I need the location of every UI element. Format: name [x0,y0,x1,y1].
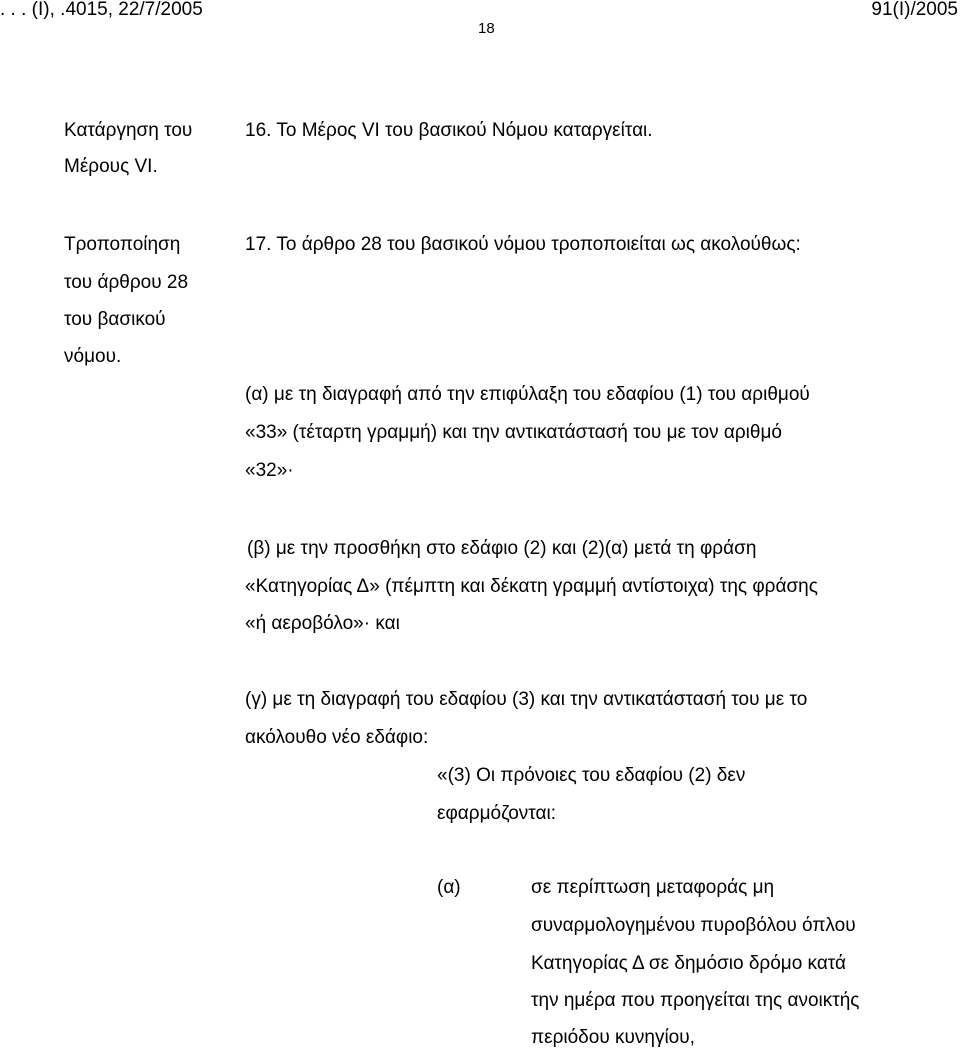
sub-item-label: (α) [437,877,461,898]
page-number: 18 [478,20,495,37]
paragraph-line: ακόλουθο νέο εδάφιο: [245,727,429,748]
margin-note-line: του άρθρου 28 [64,272,189,293]
sub-item-line: την ημέρα που προηγείται της ανοικτής [531,990,860,1011]
paragraph-line: «ή αεροβόλο»· και [245,613,400,634]
margin-note-line: Μέρους VI. [64,156,158,177]
paragraph-line: (α) με τη διαγραφή από την επιφύλαξη του εδαφίου (1) του αριθμού [245,384,810,405]
paragraph-line: «Κατηγορίας Δ» (πέμπτη και δέκατη γραμμή αντίστοιχα) της φράσης [245,576,818,597]
sub-item-line: Κατηγορίας Δ σε δημόσιο δρόμο κατά [531,953,847,974]
header-right: 91(I)/2005 [871,0,958,20]
margin-note-line: του βασικού [64,309,166,330]
sub-item-line: περιόδου κυνηγίου, [531,1027,695,1048]
quoted-line: «(3) Οι πρόνοιες του εδαφίου (2) δεν [437,765,746,786]
sub-item-line: σε περίπτωση μεταφοράς μη [531,877,775,898]
margin-note-line: Τροποποίηση [64,234,181,255]
sub-item-line: συναρμολογημένου πυροβόλου όπλου [531,915,856,936]
paragraph-line: «33» (τέταρτη γραμμή) και την αντικατάστασή του με τον αριθμό [245,422,782,443]
paragraph-line: (β) με την προσθήκη στο εδάφιο (2) και (2)(α) μετά τη φράση [247,538,757,559]
margin-note-line: νόμου. [64,346,122,367]
paragraph-line: (γ) με τη διαγραφή του εδαφίου (3) και την αντικατάστασή του με το [245,689,808,710]
margin-note-line: Κατάργηση του [64,120,193,141]
header-left: . . . (Ι), .4015, 22/7/2005 [0,0,203,20]
section-text-line: 16. Το Μέρος VI του βασικού Νόμου καταργείται. [245,120,653,141]
paragraph-line: «32»· [245,460,294,481]
section-text-line: 17. Το άρθρο 28 του βασικού νόμου τροποποιείται ως ακολούθως: [245,234,801,255]
quoted-line: εφαρμόζονται: [437,803,556,824]
